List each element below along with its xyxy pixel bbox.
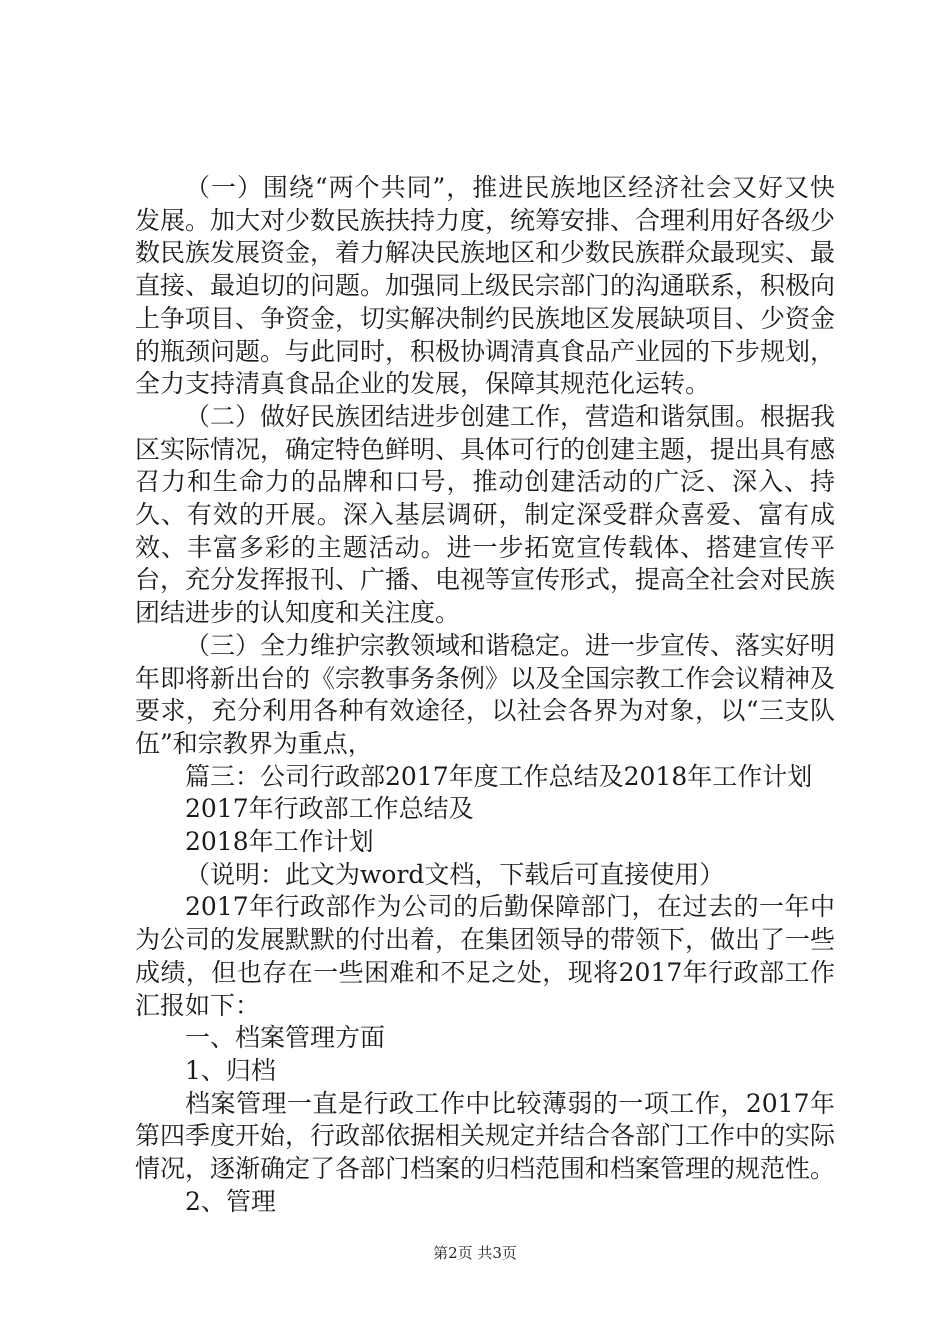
paragraph-p9: 一、档案管理方面 [185, 1023, 386, 1053]
paragraph-p12: 2、管理 [185, 1186, 276, 1216]
paragraph-p7: （说明：此文为word文档，下载后可直接使用） [185, 859, 725, 889]
paragraph-p5: 2017年行政部工作总结及 [185, 794, 474, 824]
paragraph-p11: 档案管理一直是行政工作中比较薄弱的一项工作，2017年第四季度开始，行政部依据相关规定并结合各部门工作中的实际情况，逐渐确定了各部门档案的归档范围和档案管理的规范性。 [135, 1088, 836, 1184]
paragraph-p4: 篇三：公司行政部2017年度工作总结及2018年工作计划 [185, 761, 813, 791]
paragraph-p10: 1、归档 [185, 1055, 276, 1085]
paragraph-p3: （三）全力维护宗教领域和谐稳定。进一步宣传、落实好明年即将新出台的《宗教事务条例》以及全国宗教工作会议精神及要求，充分利用各种有效途径，以社会各界为对象，以“三支队伍”和宗教界为重点， [135, 630, 836, 758]
page-number-label: 第2页 共3页 [433, 1244, 517, 1262]
paragraph-p1: （一）围绕“两个共同”，推进民族地区经济社会又好又快发展。加大对少数民族扶持力度，统筹安排、合理利用好各级少数民族发展资金，着力解决民族地区和少数民族群众最现实、最直接、最迫切的问题。加强同上级民宗部门的沟通联系，积极向上争项目、争资金，切实解决制约民族地区发展缺项目、少资金的瓶颈问题。与此同时，积极协调清真食品产业园的下步规划，全力支持清真食品企业的发展，保障其规范化运转。 [135, 173, 836, 399]
document-body [135, 172, 835, 1219]
paragraph-p8: 2017年行政部作为公司的后勤保障部门，在过去的一年中为公司的发展默默的付出着，在集团领导的带领下，做出了一些成绩，但也存在一些困难和不足之处，现将2017年行政部工作汇报如下： [135, 892, 836, 1020]
paragraph-p6: 2018年工作计划 [185, 827, 374, 857]
paragraph-p2: （二）做好民族团结进步创建工作，营造和谐氛围。根据我区实际情况，确定特色鲜明、具体可行的创建主题，提出具有感召力和生命力的品牌和口号，推动创建活动的广泛、深入、持久、有效的开展。深入基层调研，制定深受群众喜爱、富有成效、丰富多彩的主题活动。进一步拓宽宣传载体、搭建宣传平台，充分发挥报刊、广播、电视等宣传形式，提高全社会对民族团结进步的认知度和关注度。 [135, 401, 836, 628]
page-footer [0, 1243, 950, 1263]
